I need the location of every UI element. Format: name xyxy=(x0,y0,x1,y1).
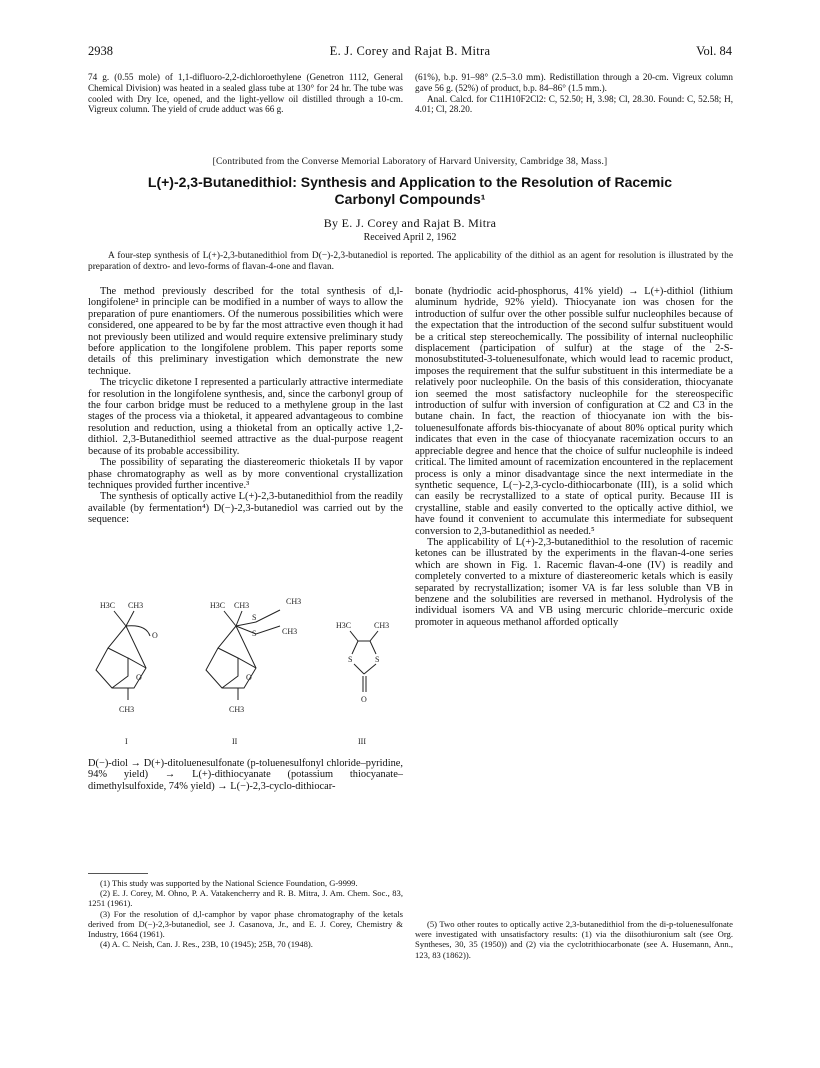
author-byline: By E. J. Corey and Rajat B. Mitra xyxy=(323,216,497,230)
paragraph: The method previously described for the total synthesis of d,l-longifolene² in principle can be modified in a number of ways to allow the preparation of pure enantiomers. Of the numerous possibilities which were considered, one appeared to be by far the most attractive even though it had not previously been utilized and would require extensive preliminary study before application to the longifolene problem. This paper reports some details of this preliminary investigation which demonstrate the new technique. xyxy=(88,286,403,377)
page-number: 2938 xyxy=(88,44,113,58)
footnotes-left xyxy=(88,878,403,949)
experimental-text: (61%), b.p. 91–98° (2.5–3.0 mm). Redistillation through a 20-cm. Vigreux column gave 56 g. (52%) of product, b.p. 84–86° (1.5 mm.). xyxy=(415,72,733,93)
footnotes-right xyxy=(415,919,733,960)
ch3-label: CH3 xyxy=(234,601,250,610)
h3c-label: H3C xyxy=(336,621,352,630)
structure-label-I: I xyxy=(125,737,128,746)
oxygen-label: O xyxy=(246,673,252,682)
abstract: A four-step synthesis of L(+)-2,3-butanedithiol from D(−)-2,3-butanediol is reported. The applicability of the dithiol as an agent for resolution is illustrated by the preparation of dextro- and levo-forms of flavan-4-one and flavan. xyxy=(88,251,733,272)
structure-label-II: II xyxy=(232,737,238,746)
previous-article-tail-right xyxy=(415,72,733,115)
paragraph: The applicability of L(+)-2,3-butanedithiol to the resolution of racemic ketones can be illustrated by the experiments in the flavan-4-one series which are shown in Fig. 1. Racemic flavan-4-one (IV) is readily and completely converted to a mixture of diastereomeric ketals which is easily separated by recrystallization; isomer VA is far less soluble than VB in benzene and the solubilities are reversed in methanol. Hydrolysis of the individual isomers VA and VB using mercuric chloride–mercuric oxide promoter in aqueous methanol afforded optically xyxy=(415,536,733,628)
analysis-text: Anal. Calcd. for C11H10F2Cl2: C, 52.50; H, 3.98; Cl, 28.30. Found: C, 52.58; H, 4.01; Cl, 28.20. xyxy=(415,93,733,115)
structure-label-III: III xyxy=(358,737,366,746)
contribution-line: [Contributed from the Converse Memorial Laboratory of Harvard University, Cambridge 38, Mass.] xyxy=(212,157,608,167)
footnote: (3) For the resolution of d,l-camphor by vapor phase chromatography of the ketals derived from D(−)-2,3-butanediol, see J. Casanova, Jr., and E. J. Corey, Chemistry & Industry, 1664 (1961). xyxy=(88,908,403,940)
structure-III xyxy=(336,621,389,746)
structure-I xyxy=(96,601,158,746)
oxygen-label: O xyxy=(136,673,142,682)
right-column xyxy=(415,286,733,628)
ch3-label: CH3 xyxy=(229,705,245,714)
previous-article-tail-left xyxy=(88,72,403,115)
ch3-label: CH3 xyxy=(128,601,144,610)
structure-II xyxy=(206,597,301,746)
running-header xyxy=(88,44,732,62)
left-column xyxy=(88,286,403,526)
oxygen-label: O xyxy=(152,631,158,640)
article-title xyxy=(88,174,732,208)
sulfur-label: S xyxy=(348,655,353,664)
footnote-divider xyxy=(88,873,148,874)
title-line-2: Carbonyl Compounds¹ xyxy=(334,191,486,207)
volume-number: Vol. 84 xyxy=(696,44,732,58)
experimental-text: 74 g. (0.55 mole) of 1,1-difluoro-2,2-dichloroethylene (Genetron 1112, General Chemical Division) was heated in a sealed glass tube at 130° for 24 hr. The tube was cooled with Dry Ice, opened, and the light-yellow oil distilled through a 10-cm. Vigreux column. The yield of crude adduct was 66 g. xyxy=(88,72,403,115)
sulfur-label: S xyxy=(252,613,257,622)
paragraph: The possibility of separating the diastereomeric thioketals II by vapor phase chromatography as well as by more conventional crystallization techniques provided further incentive.³ xyxy=(88,457,403,491)
sulfur-label: S xyxy=(252,629,257,638)
footnote: (2) E. J. Corey, M. Ohno, P. A. Vatakencherry and R. B. Mitra, J. Am. Chem. Soc., 83, 1251 (1961). xyxy=(88,888,403,909)
paragraph: bonate (hydriodic acid-phosphorus, 41% yield) → L(+)-dithiol (lithium aluminum hydride, 92% yield). Thiocyanate ion was chosen for the introduction of sulfur over the other possible sulfur nucleophiles because of the expectation that the introduction of the second sulfur substituent would be a critical step stereochemically. The possibility of internal nucleophilic displacement (participation of sulfur) at the stage of the 2-S-monosubstituted-3-toluenesulfonate, which would lead to racemic product, imposes the requirement that the sulfur substituent in this intermediate be a relatively poor nucleophile. On the basis of this consideration, thiocyanate ion seemed the most satisfactory nucleophile for the stereospecific introduction of sulfur with inversion of configuration at C2 and C3 in the butane chain. In fact, the reaction of thiocyanate ion with the bis-toluenesulfonate affords bis-thiocyanate of about 80% optical purity which indicates that even in the case of thiocyanate racemization occurs to an appreciable degree and hence that the choice of sulfur nucleophile is indeed critical. The limited amount of racemization encountered in the replacement process is only a minor disadvantage since the next intermediate in the synthetic sequence, L(−)-2,3-cyclo-dithiocarbonate (III), is a solid which can easily be recrystallized to a state of optical purity. Because III is crystalline, stable and easily converted to the optically active dithiol, we have found it convenient to accumulate this intermediate for subsequent conversion to 2,3-butanedithiol as needed.⁵ xyxy=(415,286,733,537)
sulfur-label: S xyxy=(375,655,380,664)
oxygen-label: O xyxy=(361,695,367,704)
paragraph: The synthesis of optically active L(+)-2,3-butanedithiol from the readily available (by fermentation⁴) D(−)-2,3-butanediol was carried out by the sequence: xyxy=(88,491,403,526)
h3c-label: H3C xyxy=(210,601,226,610)
reaction-sequence xyxy=(88,758,403,792)
chemical-structures-figure xyxy=(88,596,403,746)
footnote: (4) A. C. Neish, Can. J. Res., 23B, 10 (1945); 25B, 70 (1948). xyxy=(100,939,313,950)
paragraph: D(−)-diol → D(+)-ditoluenesulfonate (p-toluenesulfonyl chloride–pyridine, 94% yield) → L(+)-dithiocyanate (potassium thiocyanate–dimethylsulfoxide, 74% yield) → L(−)-2,3-cyclo-dithiocar- xyxy=(88,758,403,792)
title-line-1: L(+)-2,3-Butanedithiol: Synthesis and Application to the Resolution of Racemic xyxy=(147,174,673,190)
ch3-label: CH3 xyxy=(286,597,302,606)
received-date: Received April 2, 1962 xyxy=(363,232,457,243)
footnote: (5) Two other routes to optically active 2,3-butanedithiol from the di-p-toluenesulfonate were investigated with unsatisfactory results: (1) via the diisothiuronium salt (see Org. Syntheses, 30, 35 (1950)) and (2) via the cyclotrithiocarbonate (see A. Husemann, Ann., 123, 83 (1862)). xyxy=(415,919,733,960)
running-title: E. J. Corey and Rajat B. Mitra xyxy=(329,44,491,58)
ch3-label: CH3 xyxy=(282,627,298,636)
h3c-label: H3C xyxy=(100,601,116,610)
ch3-label: CH3 xyxy=(374,621,390,630)
footnote: (1) This study was supported by the National Science Foundation, G-9999. xyxy=(100,878,358,888)
paragraph: The tricyclic diketone I represented a particularly attractive intermediate for resolution in the longifolene synthesis, and, since the carbonyl group of the four carbon bridge must be reduced to a methylene group in the last stages of the process via a thioketal, it appeared advantageous to combine resolution and reduction, using a thioketal from an optically active 1,2-dithiol. 2,3-Butanedithiol seemed attractive as the dual-purpose reagent because of its probable accessibility. xyxy=(88,377,403,457)
ch3-label: CH3 xyxy=(119,705,135,714)
